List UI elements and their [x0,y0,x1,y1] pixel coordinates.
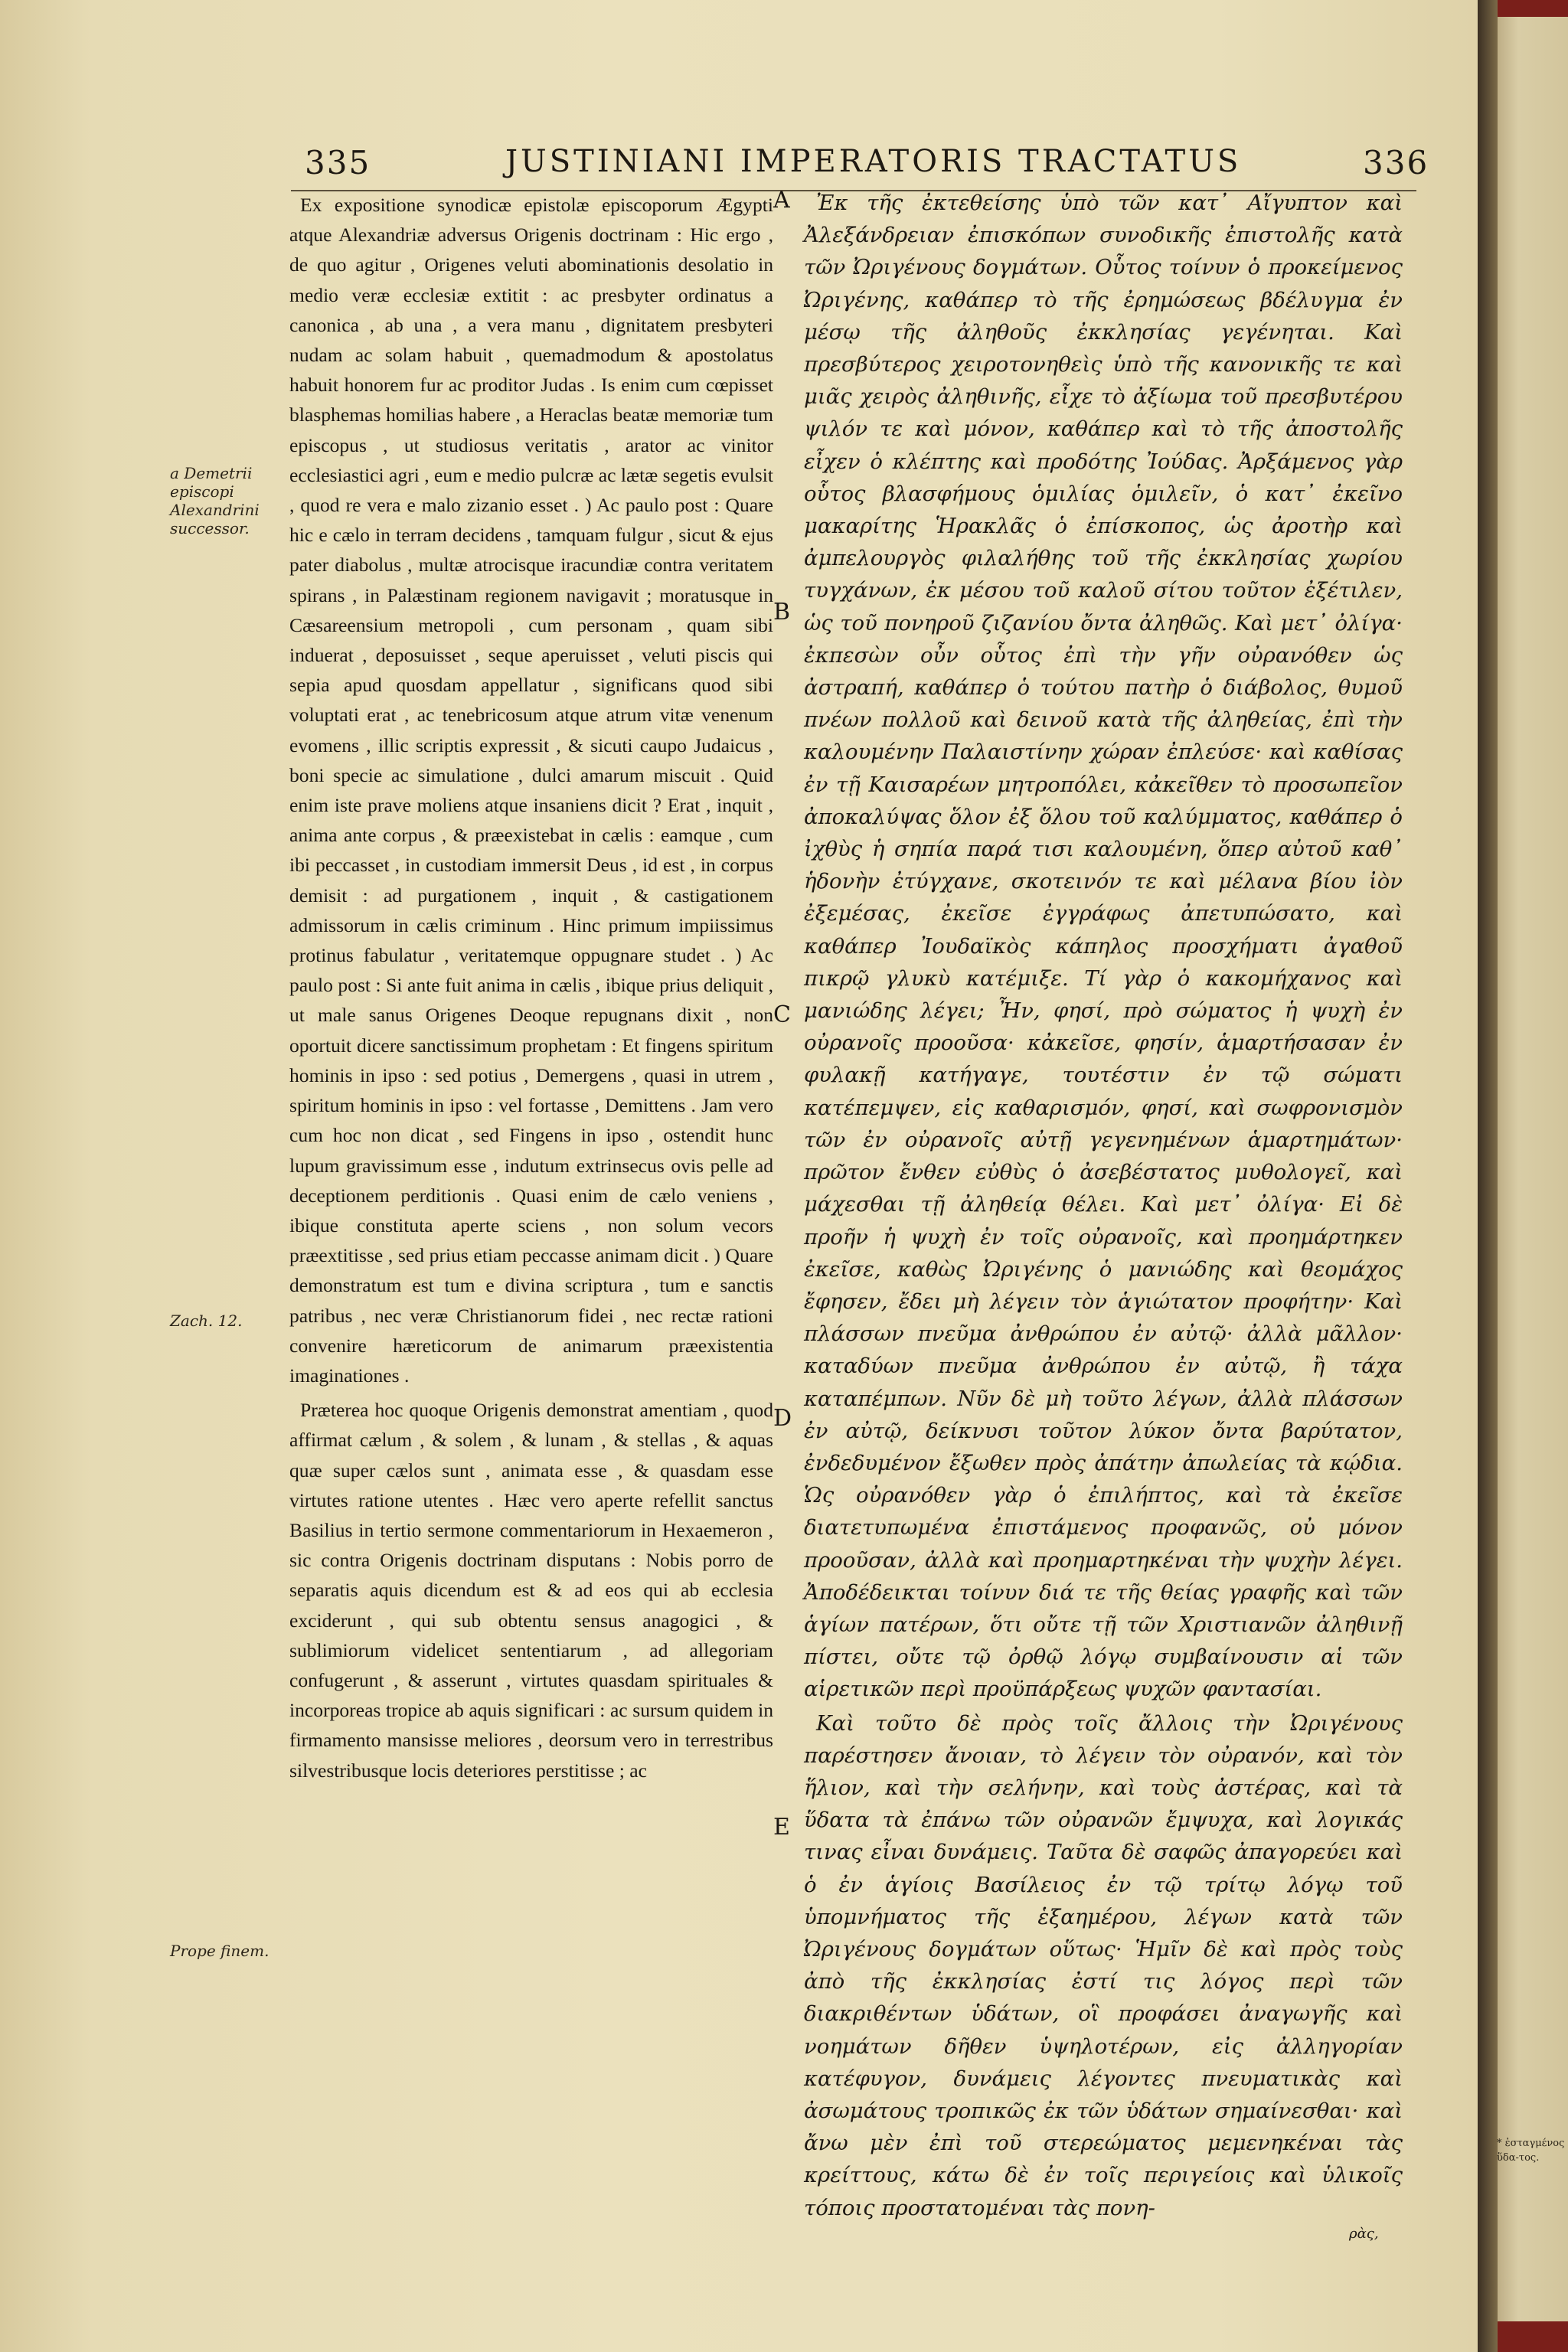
margin-note: Prope finem. [170,1942,270,1960]
ribbon-bottom [1498,2321,1568,2352]
latin-paragraph: Præterea hoc quoque Origenis demonstrat amentiam , quod affirmat cælum , & solem , & lunam , & stellas , & aquas quæ super cælos sunt , animata esse , & quasdam esse virtutes ratione utentes . Hæc vero aperte refellit sanctus Basilius in tertio sermone commentariorum in Hexaemeron , sic contra Origenis doctrinam disputans : Nobis porro de separatis aquis dicendum est & ad eos qui ab ecclesia exciderunt , qui sub obtentu sensus anagogici , & sublimiorum videlicet sententiarum , ad allegoriam confugerunt , & asserunt , virtutes quasdam spirituales & incorporeas tropice ab aquis significari : ac sursum quidem in firmamento mansisse meliores , deorsum vero in terrestribus silvestribusque locis deteriores perstitisse ; ac [289,1399,773,1782]
greek-column [804,187,1403,2224]
latin-paragraph: Ex expositione synodicæ epistolæ episcoporum Ægypti atque Alexandriæ adversus Origenis doctrinam : Hic ergo , de quo agitur , Origenes veluti abominationis desolatio in medio veræ ecclesiæ extitit : ac presbyter ordinatus a canonica , ab una , a vera manu , dignitatem presbyteri nudam ac solam habuit , quemadmodum & apostolatus habuit honorem fur ac proditor Judas . Is enim cum cœpisset blasphemas homilias habere , a Heraclas beatæ memoriæ tum episcopus , ut studiosus veritatis , arator ac vinitor ecclesiastici agri , eum e medio pulcræ ac lætæ segetis evulsit , quod re vera e malo zizanio esset . ) Ac paulo post : Quare hic e cælo in terram decidens , tamquam fulgur , sicut & ejus pater diabolus , multæ atrocisque iracundiæ contra veritatem spirans , in Palæstinam regionem navigavit ; moratusque in Cæsareensium metropoli , cum personam , quam sibi induerat , deposuisset , seque aperuisset , veluti piscis qui sepia apud quosdam appellatur , significans quod sibi voluptati erat , ac tenebricosum atque atrum vitæ venenum evomens , illic scriptis expressit , & sicuti caupo Judaicus , boni specie ac simulatione , dulci amarum miscuit . Quid enim iste prave moliens atque insaniens dicit ? Erat , inquit , anima ante corpus , & præexistebat in cælis : eamque , cum ibi peccasset , in custodiam immersit Deus , id est , in corpus demisit : ad purgationem , inquit , & castigationem admissorum in cælis criminum . Hinc primum impiissimus protinus fabulatur , veritatemque oppugnare studet . ) Ac paulo post : Si ante fuit anima in cælis , ibique prius deliquit , ut male sanus Origenes Deoque repugnans dixit , non oportuit dicere sanctissimum prophetam : Et fingens spiritum hominis in ipso : sed potius , Demergens , quasi in utrem , spiritum hominis in ipso : vel fortasse , Demittens . Jam vero cum hoc non dicat , sed Fingens in ipso , ostendit hunc lupum gravissimum esse , indutum extrinsecus ovis pelle ad deceptionem perditionis . Quasi enim de cælo veniens , ibique constituta aperte sciens , non solum vecors præextitisse , sed prius etiam peccasse animam dicit . ) Quare demonstratum est tum e divina scriptura , tum e sanctis patribus , nec veræ Christianorum fidei , nec rectæ rationi convenire hæreticorum de animarum præexistentia imaginationes . [289,194,773,1387]
section-letter: C [773,1001,791,1028]
book-gutter [1478,0,1498,2352]
margin-note: Zach. 12. [170,1312,243,1330]
greek-paragraph: Ἐκ τῆς ἐκτεθείσης ὑπὸ τῶν κατ᾽ Αἴγυπτον καὶ Ἀλεξάνδρειαν ἐπισκόπων συνοδικῆς ἐπιστολῆς κατὰ τῶν Ὠριγένους δογμάτων. Οὗτος τοίνυν ὁ προκείμενος Ὠριγένης, καθάπερ τὸ τῆς ἐρημώσεως βδέλυγμα ἐν μέσῳ τῆς ἀληθοῦς ἐκκλησίας γεγένηται. Καὶ πρεσβύτερος χειροτονηθεὶς ὑπὸ τῆς κανονικῆς τε καὶ μιᾶς χειρὸς ἀληθινῆς, εἶχε τὸ ἀξίωμα τοῦ πρεσβυτέρου ψιλόν τε καὶ μόνον, καθάπερ καὶ τὸ τῆς ἀποστολῆς εἶχεν ὁ κλέπτης καὶ προδότης Ἰούδας. Ἀρξάμενος γὰρ οὗτος βλασφήμους ὁμιλίας ὁμιλεῖν, ὁ κατ᾽ ἐκεῖνο μακαρίτης Ἡρακλᾶς ὁ ἐπίσκοπος, ὡς ἀροτὴρ καὶ ἀμπελουργὸς φιλαλήθης τοῦ τῆς ἐκκλησίας χωρίου τυγχάνων, ἐκ μέσου τοῦ καλοῦ σίτου τοῦτον ἐξέτιλεν, ὡς τοῦ πονηροῦ ζιζανίου ὄντα ἀληθῶς. Καὶ μετ᾽ ὀλίγα· ἐκπεσὼν οὖν οὗτος ἐπὶ τὴν γῆν οὐρανόθεν ὡς ἀστραπή, καθάπερ ὁ τούτου πατὴρ ὁ διάβολος, θυμοῦ πνέων πολλοῦ καὶ δεινοῦ κατὰ τῆς ἀληθείας, ἐπὶ τὴν καλουμένην Παλαιστίνην χώραν ἐπλεύσε· καὶ καθίσας ἐν τῇ Καισαρέων μητροπόλει, κἀκεῖθεν τὸ προσωπεῖον ἀποκαλύψας ὅλον ἐξ ὅλου τοῦ καλύμματος, καθάπερ ὁ ἰχθὺς ἡ σηπία παρά τισι καλουμένη, ὅπερ αὐτοῦ καθ᾽ ἡδονὴν ἐτύγχανε, σκοτεινόν τε καὶ μέλανα βίου ἰὸν ἐξεμέσας, ἐκεῖσε ἐγγράφως ἀπετυπώσατο, καὶ καθάπερ Ἰουδαϊκὸς κάπηλος προσχήματι ἀγαθοῦ πικρῷ γλυκὺ κατέμιξε. Τί γὰρ ὁ κακομήχανος καὶ μανιώδης λέγει; Ἦν, φησί, πρὸ σώματος ἡ ψυχὴ ἐν οὐρανοῖς προοῦσα· κἀκεῖσε, φησίν, ἁμαρτήσασαν ἐν φυλακῇ κατήγαγε, τουτέστιν ἐν τῷ σώματι κατέπεμψεν, εἰς καθαρισμόν, φησί, καὶ σωφρονισμὸν τῶν ἐν οὐρανοῖς αὐτῇ γεγενημένων ἁμαρτημάτων· πρῶτον ἔνθεν εὐθὺς ὁ ἀσεβέστατος μυθολογεῖ, καὶ μάχεσθαι τῇ ἀληθείᾳ θέλει. Καὶ μετ᾽ ὀλίγα· Εἰ δὲ προῆν ἡ ψυχὴ ἐν τοῖς οὐρανοῖς, καὶ προημάρτηκεν ἐκεῖσε, καθὼς Ὠριγένης ὁ μανιώδης καὶ θεομάχος ἔφησεν, ἔδει μὴ λέγειν τὸν ἁγιώτατον προφήτην· Καὶ πλάσσων πνεῦμα ἀνθρώπου ἐν αὐτῷ· ἀλλὰ μᾶλλον· καταδύων πνεῦμα ἀνθρώπου ἐν αὐτῷ, ἢ τάχα καταπέμπων. Νῦν δὲ μὴ τοῦτο λέγων, ἀλλὰ πλάσσων ἐν αὐτῷ, δείκνυσι τοῦτον λύκον ὄντα βαρύτατον, ἐνδεδυμένον ἔξωθεν πρὸς ἀπάτην ἀπωλείας τὰ κῴδια. Ὡς οὐρανόθεν γὰρ ὁ ἐπιλήπτος, καὶ τὰ ἐκεῖσε διατετυπωμένα ἐπιστάμενος προφανῶς, οὐ μόνον προοῦσαν, ἀλλὰ καὶ προημαρτηκέναι τὴν ψυχὴν λέγει. Ἀποδέδεικται τοίνυν διά τε τῆς θείας γραφῆς καὶ τῶν ἁγίων πατέρων, ὅτι οὔτε τῇ τῶν Χριστιανῶν ἀληθινῇ πίστει, οὔτε τῷ ὀρθῷ λόγῳ συμβαίνουσιν αἱ τῶν αἱρετικῶν περὶ προϋπάρξεως ψυχῶν φαντασίαι. [804,191,1403,1702]
facing-page-note: * ἐσταγμένος ὕδα-τος. [1497,2138,1565,2164]
greek-paragraph: Καὶ τοῦτο δὲ πρὸς τοῖς ἄλλοις τὴν Ὠριγένους παρέστησεν ἄνοιαν, τὸ λέγειν τὸν οὐρανόν, καὶ τὸν ἥλιον, καὶ τὴν σελήνην, καὶ τοὺς ἀστέρας, καὶ τὰ ὕδατα τὰ ἐπάνω τῶν οὐρανῶν ἔμψυχα, καὶ λογικάς τινας εἶναι δυνάμεις. Ταῦτα δὲ σαφῶς ἀπαγορεύει καὶ ὁ ἐν ἁγίοις Βασίλειος ἐν τῷ τρίτῳ λόγῳ τοῦ ὑπομνήματος τῆς ἑξαημέρου, λέγων κατὰ τῶν Ὠριγένους δογμάτων οὕτως· Ἡμῖν δὲ καὶ πρὸς τοὺς ἀπὸ τῆς ἐκκλησίας ἐστί τις λόγος περὶ τῶν διακριθέντων ὑδάτων, οἳ προφάσει ἀναγωγῆς καὶ νοημάτων δῆθεν ὑψηλοτέρων, εἰς ἀλληγορίαν κατέφυγον, δυνάμεις λέγοντες πνευματικὰς καὶ ἀσωμάτους τροπικῶς ἐκ τῶν ὑδάτων σημαίνεσθαι· καὶ ἄνω μὲν ἐπὶ τοῦ στερεώματος μεμενηκέναι τὰς κρείττους, κάτω δὲ ἐν τοῖς περιγείοις καὶ ὑλικοῖς τόποις προστατομέναι τὰς πονη- [804,1710,1403,2220]
page-number-right: 336 [1363,144,1429,181]
page-header [0,144,1520,190]
ribbon-top [1498,0,1568,17]
section-letter: E [773,1814,790,1841]
section-letter: D [773,1405,792,1432]
latin-column [289,190,773,1785]
page-number-left: 335 [305,144,371,181]
margin-note: a Demetrii episcopi Alexandrini successor. [170,464,260,537]
section-letter: B [773,599,791,626]
running-head: JUSTINIANI IMPERATORIS TRACTATUS [505,144,1242,179]
section-letter: A [773,187,790,214]
facing-page-edge [1478,0,1568,2352]
catchword: ρὰς, [1349,2225,1379,2242]
